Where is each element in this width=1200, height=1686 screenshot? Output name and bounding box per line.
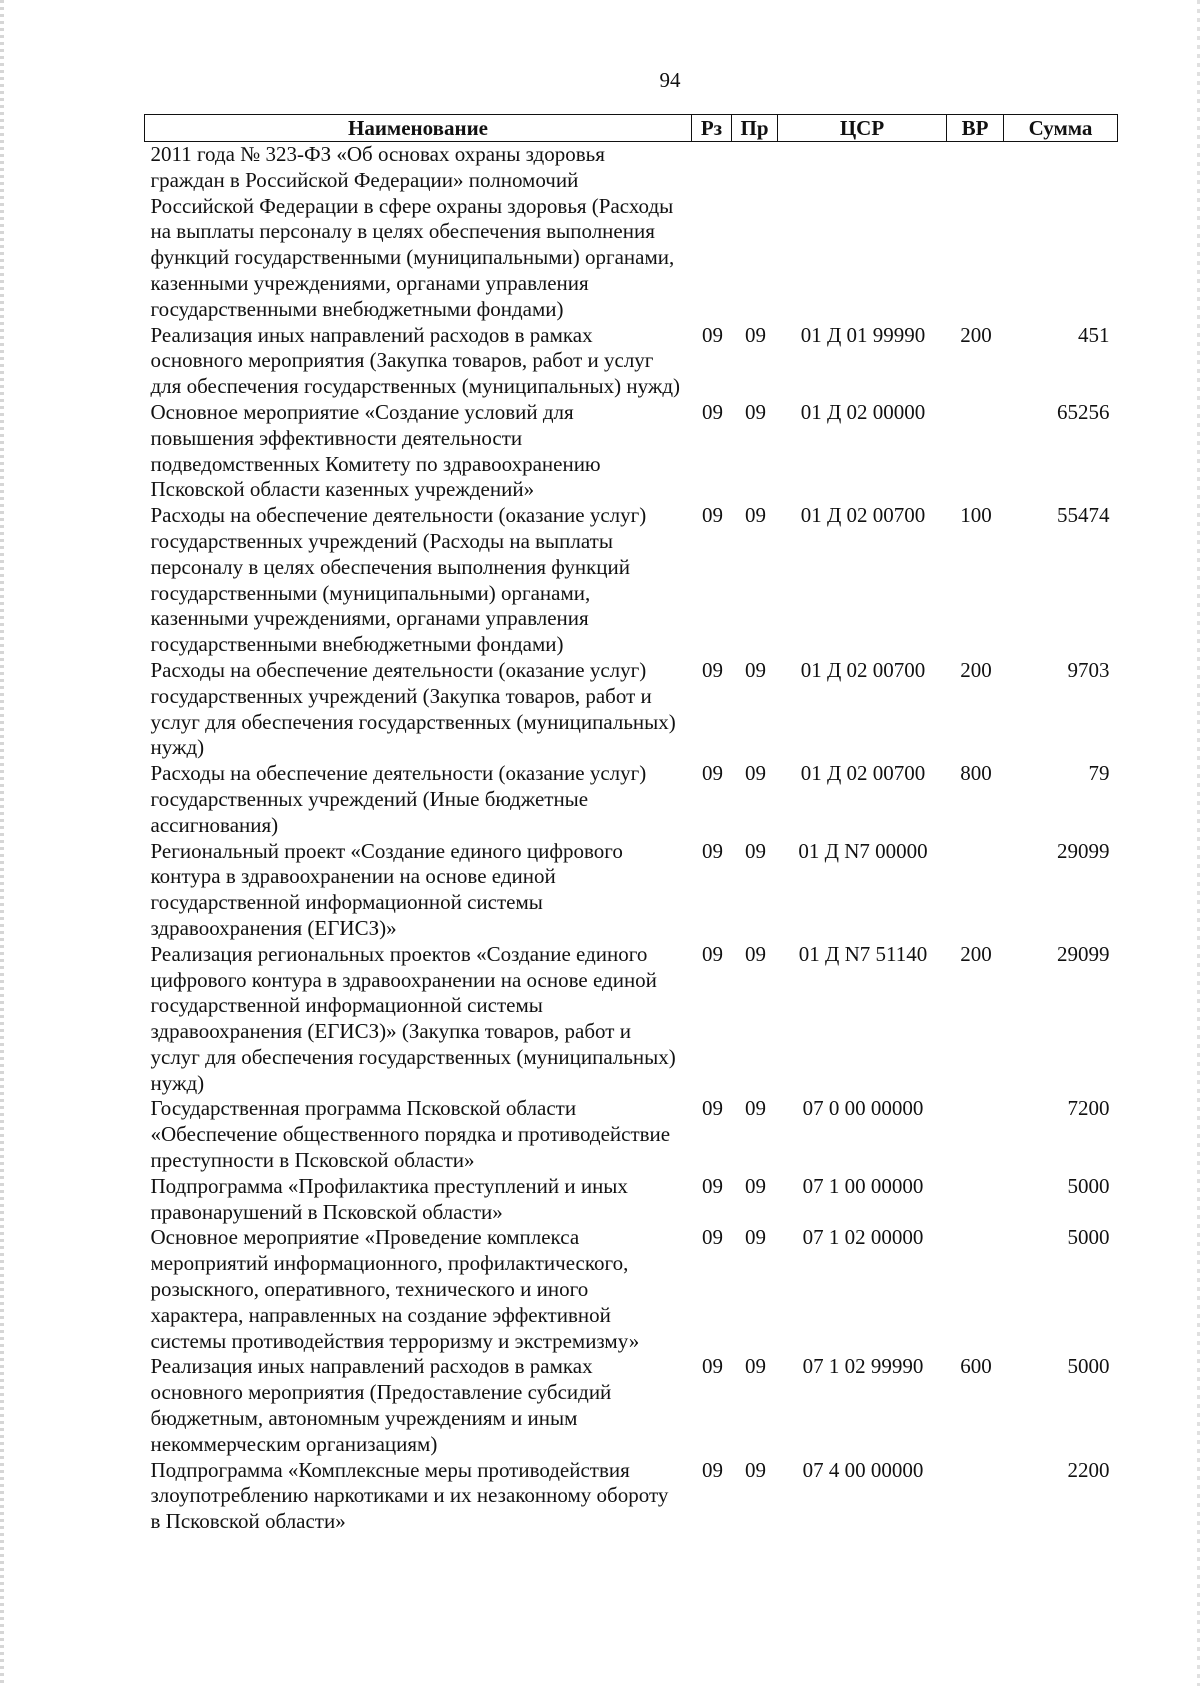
scan-left-edge <box>0 0 4 1686</box>
row-pr: 09 <box>745 941 766 966</box>
row-sum: 65256 <box>1057 399 1110 424</box>
row-sum: 2200 <box>1067 1457 1110 1482</box>
row-name: Расходы на обеспечение деятельности (оказание услуг) государственных учреждений (Расходы на выплаты персоналу в целях обеспечения выполнения функций государственными (муниципальными) органами, казенными учреждениями, органами управления государственными внебюджетными фондами) <box>150 503 647 657</box>
row-rz: 09 <box>702 503 723 528</box>
row-sum: 451 <box>1078 322 1110 347</box>
row-name: Подпрограмма «Профилактика преступлений и иных правонарушений в Псковской области» <box>150 1173 628 1224</box>
budget-table <box>144 114 1118 1535</box>
row-csr: 01 Д 02 00700 <box>800 503 926 528</box>
row-sum: 5000 <box>1067 1173 1110 1198</box>
row-sum <box>1004 142 1118 323</box>
table-row <box>145 1354 1118 1457</box>
row-sum: 5000 <box>1067 1354 1110 1379</box>
row-name: 2011 года № 323-ФЗ «Об основах охраны здоровья граждан в Российской Федерации» полномочий Российской Федерации в сфере охраны здоровья (Расходы на выплаты персоналу в целях обеспечения выполнения функций государственными (муниципальными) органами, казенными учреждениями, органами управления государственными внебюджетными фондами) <box>150 142 675 321</box>
row-name: Региональный проект «Создание единого цифрового контура в здравоохранении на основе единой государственной информационной системы здравоохранения (ЕГИСЗ)» <box>150 838 623 940</box>
row-name: Реализация региональных проектов «Создание единого цифрового контура в здравоохранении на основе единой государственной информационной системы здравоохранения (ЕГИСЗ)» (Закупка товаров, работ и услуг для обеспечения государственных (муниципальных) нужд) <box>150 941 676 1095</box>
row-rz: 09 <box>702 1096 723 1121</box>
row-vr: 200 <box>960 941 992 966</box>
table-row <box>145 323 1118 400</box>
row-sum: 5000 <box>1067 1225 1110 1250</box>
table-row <box>145 503 1118 658</box>
row-vr <box>947 1225 1004 1354</box>
table-row <box>145 839 1118 942</box>
row-sum: 29099 <box>1057 941 1110 966</box>
header-pr: Пр <box>732 115 778 142</box>
header-sum: Сумма <box>1004 115 1118 142</box>
row-vr: 200 <box>960 322 992 347</box>
row-sum: 7200 <box>1067 1096 1110 1121</box>
table-row <box>145 1458 1118 1535</box>
row-vr <box>947 400 1004 503</box>
row-csr: 01 Д 02 00700 <box>800 761 926 786</box>
row-csr: 01 Д N7 51140 <box>798 941 928 966</box>
row-name: Основное мероприятие «Создание условий для повышения эффективности деятельности подведомственных Комитету по здравоохранению Псковской области казенных учреждений» <box>150 399 601 502</box>
row-name: Реализация иных направлений расходов в рамках основного мероприятия (Закупка товаров, работ и услуг для обеспечения государственных (муниципальных) нужд) <box>150 322 681 399</box>
row-csr: 07 0 00 00000 <box>802 1096 924 1121</box>
row-pr: 09 <box>745 761 766 786</box>
header-rz: Рз <box>692 115 732 142</box>
row-vr <box>947 1096 1004 1173</box>
row-pr: 09 <box>745 322 766 347</box>
row-sum: 79 <box>1088 761 1110 786</box>
row-rz: 09 <box>702 761 723 786</box>
row-pr: 09 <box>745 399 766 424</box>
row-pr: 09 <box>745 1354 766 1379</box>
row-rz: 09 <box>702 1354 723 1379</box>
table-row <box>145 400 1118 503</box>
row-pr <box>732 142 778 323</box>
row-rz: 09 <box>702 399 723 424</box>
row-vr: 100 <box>960 503 992 528</box>
row-sum: 9703 <box>1067 657 1110 682</box>
row-csr: 01 Д 02 00000 <box>800 399 926 424</box>
header-vr: ВР <box>947 115 1004 142</box>
row-name: Государственная программа Псковской области «Обеспечение общественного порядка и противодействие преступности в Псковской области» <box>150 1096 671 1173</box>
row-rz <box>692 142 732 323</box>
row-rz: 09 <box>702 657 723 682</box>
row-rz: 09 <box>702 1173 723 1198</box>
table-row <box>145 942 1118 1097</box>
row-rz: 09 <box>702 322 723 347</box>
row-csr: 07 4 00 00000 <box>802 1457 924 1482</box>
row-vr <box>947 1458 1004 1535</box>
row-vr <box>947 839 1004 942</box>
row-pr: 09 <box>745 657 766 682</box>
row-name: Подпрограмма «Комплексные меры противодействия злоупотреблению наркотиками и их незаконному обороту в Псковской области» <box>150 1457 669 1534</box>
page-number: 94 <box>659 68 681 92</box>
row-vr: 600 <box>960 1354 992 1379</box>
row-csr: 07 1 00 00000 <box>802 1173 924 1198</box>
row-name: Расходы на обеспечение деятельности (оказание услуг) государственных учреждений (Закупка товаров, работ и услуг для обеспечения государственных (муниципальных) нужд) <box>150 657 676 760</box>
table-row <box>145 142 1118 323</box>
table-row <box>145 1096 1118 1173</box>
header-csr: ЦСР <box>778 115 947 142</box>
row-csr: 07 1 02 99990 <box>802 1354 924 1379</box>
table-row <box>145 761 1118 838</box>
row-pr: 09 <box>745 838 766 863</box>
row-name: Основное мероприятие «Проведение комплекса мероприятий информационного, профилактического, розыскного, оперативного, технического и иного характера, направленных на создание эффективной системы противодействия терроризму и экстремизму» <box>150 1225 640 1353</box>
row-rz: 09 <box>702 1225 723 1250</box>
row-name: Реализация иных направлений расходов в рамках основного мероприятия (Предоставление субсидий бюджетным, автономным учреждениям и иным некоммерческим организациям) <box>150 1354 612 1456</box>
row-sum: 55474 <box>1057 503 1110 528</box>
table-header-row <box>145 115 1118 142</box>
table-row <box>145 1174 1118 1226</box>
row-pr: 09 <box>745 503 766 528</box>
row-rz: 09 <box>702 838 723 863</box>
header-name: Наименование <box>145 115 692 142</box>
table-row <box>145 1225 1118 1354</box>
row-pr: 09 <box>745 1173 766 1198</box>
row-rz: 09 <box>702 941 723 966</box>
row-pr: 09 <box>745 1457 766 1482</box>
row-sum: 29099 <box>1057 838 1110 863</box>
row-vr: 200 <box>960 657 992 682</box>
row-rz: 09 <box>702 1457 723 1482</box>
row-pr: 09 <box>745 1225 766 1250</box>
row-name: Расходы на обеспечение деятельности (оказание услуг) государственных учреждений (Иные бюджетные ассигнования) <box>150 761 647 837</box>
row-csr: 01 Д N7 00000 <box>798 838 928 863</box>
row-csr: 01 Д 01 99990 <box>800 322 926 347</box>
row-csr: 01 Д 02 00700 <box>800 657 926 682</box>
row-vr <box>947 1174 1004 1226</box>
table-row <box>145 658 1118 761</box>
row-csr <box>778 142 947 323</box>
row-vr <box>947 142 1004 323</box>
row-csr: 07 1 02 00000 <box>802 1225 924 1250</box>
row-pr: 09 <box>745 1096 766 1121</box>
row-vr: 800 <box>960 761 992 786</box>
table-body <box>145 142 1118 1536</box>
